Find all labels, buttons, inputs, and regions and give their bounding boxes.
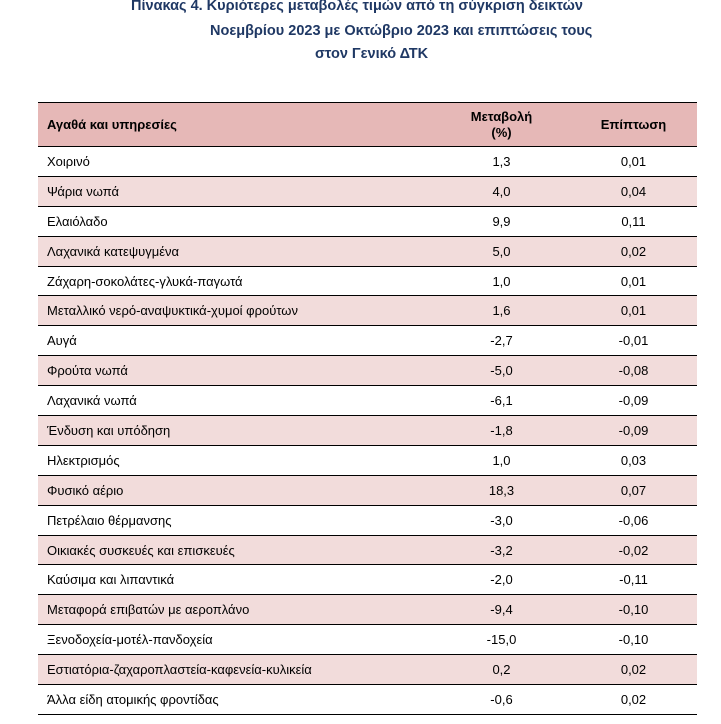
row-change-value: 5,0 [433,236,570,266]
row-item-name: Μεταφορά επιβατών με αεροπλάνο [38,595,433,625]
row-item-name: Οικιακές συσκευές και επισκευές [38,535,433,565]
row-change-value: 1,3 [433,147,570,177]
table-row [38,386,697,416]
row-item-name: Ξενοδοχεία-μοτέλ-πανδοχεία [38,625,433,655]
header-goods-services: Αγαθά και υπηρεσίες [38,103,433,147]
row-change-value: 9,9 [433,206,570,236]
row-impact-value: 0,02 [570,236,697,266]
table-row [38,356,697,386]
row-change-value: 1,6 [433,296,570,326]
row-impact-value: -0,10 [570,595,697,625]
table-row [38,416,697,446]
row-impact-value: 0,01 [570,266,697,296]
table-row [38,206,697,236]
table-row [38,236,697,266]
row-item-name: Καύσιμα και λιπαντικά [38,565,433,595]
row-change-value: 4,0 [433,176,570,206]
row-item-name: Χοιρινό [38,147,433,177]
row-impact-value: 0,11 [570,206,697,236]
table-row [38,535,697,565]
row-impact-value: -0,02 [570,535,697,565]
header-change-unit: (%) [491,124,512,140]
header-impact: Επίπτωση [570,103,697,147]
row-item-name: Ελαιόλαδο [38,206,433,236]
row-item-name: Ζάχαρη-σοκολάτες-γλυκά-παγωτά [38,266,433,296]
row-change-value: -3,0 [433,505,570,535]
row-change-value: -3,2 [433,535,570,565]
row-change-value: 1,0 [433,445,570,475]
row-change-value: -15,0 [433,625,570,655]
row-impact-value: 0,03 [570,445,697,475]
row-impact-value: -0,09 [570,386,697,416]
table-row [38,176,697,206]
row-impact-value: -0,06 [570,505,697,535]
row-item-name: Ένδυση και υπόδηση [38,416,433,446]
table-row [38,565,697,595]
row-impact-value: -0,08 [570,356,697,386]
row-impact-value: -0,09 [570,416,697,446]
table-row [38,147,697,177]
row-change-value: -9,4 [433,595,570,625]
row-impact-value: 0,04 [570,176,697,206]
row-item-name: Άλλα είδη ατομικής φροντίδας [38,685,433,715]
row-item-name: Λαχανικά κατεψυγμένα [38,236,433,266]
row-item-name: Φυσικό αέριο [38,475,433,505]
price-changes-table [38,102,697,715]
row-item-name: Πετρέλαιο θέρμανσης [38,505,433,535]
row-impact-value: -0,11 [570,565,697,595]
row-change-value: 1,0 [433,266,570,296]
row-change-value: 18,3 [433,475,570,505]
row-item-name: Εστιατόρια-ζαχαροπλαστεία-καφενεία-κυλικεία [38,655,433,685]
table-row [38,655,697,685]
row-impact-value: 0,01 [570,147,697,177]
row-change-value: -6,1 [433,386,570,416]
row-impact-value: 0,01 [570,296,697,326]
row-item-name: Αυγά [38,326,433,356]
row-item-name: Λαχανικά νωπά [38,386,433,416]
header-change-label: Μεταβολή [470,108,533,124]
row-item-name: Ηλεκτρισμός [38,445,433,475]
row-impact-value: -0,10 [570,625,697,655]
row-change-value: -2,0 [433,565,570,595]
table-row [38,266,697,296]
row-change-value: -1,8 [433,416,570,446]
row-impact-value: 0,07 [570,475,697,505]
table-row [38,595,697,625]
row-item-name: Ψάρια νωπά [38,176,433,206]
row-item-name: Μεταλλικό νερό-αναψυκτικά-χυμοί φρούτων [38,296,433,326]
row-change-value: -2,7 [433,326,570,356]
row-change-value: 0,2 [433,655,570,685]
table-row [38,505,697,535]
row-change-value: -5,0 [433,356,570,386]
table-row [38,296,697,326]
title-line-1: Πίνακας 4. Κυριότερες μεταβολές τιμών από τη σύγκριση δεικτών [131,0,583,14]
row-impact-value: 0,02 [570,655,697,685]
row-item-name: Φρούτα νωπά [38,356,433,386]
title-line-2: Νοεμβρίου 2023 με Οκτώβριο 2023 και επιπτώσεις τους [210,23,593,39]
row-change-value: -0,6 [433,685,570,715]
table-body [38,147,697,715]
table-row [38,685,697,715]
table-row [38,625,697,655]
title-line-3: στον Γενικό ΔΤΚ [315,46,429,62]
table-row [38,326,697,356]
table-header-row [38,103,697,147]
header-change [433,103,570,147]
row-impact-value: 0,02 [570,685,697,715]
row-impact-value: -0,01 [570,326,697,356]
table-row [38,475,697,505]
table-row [38,445,697,475]
